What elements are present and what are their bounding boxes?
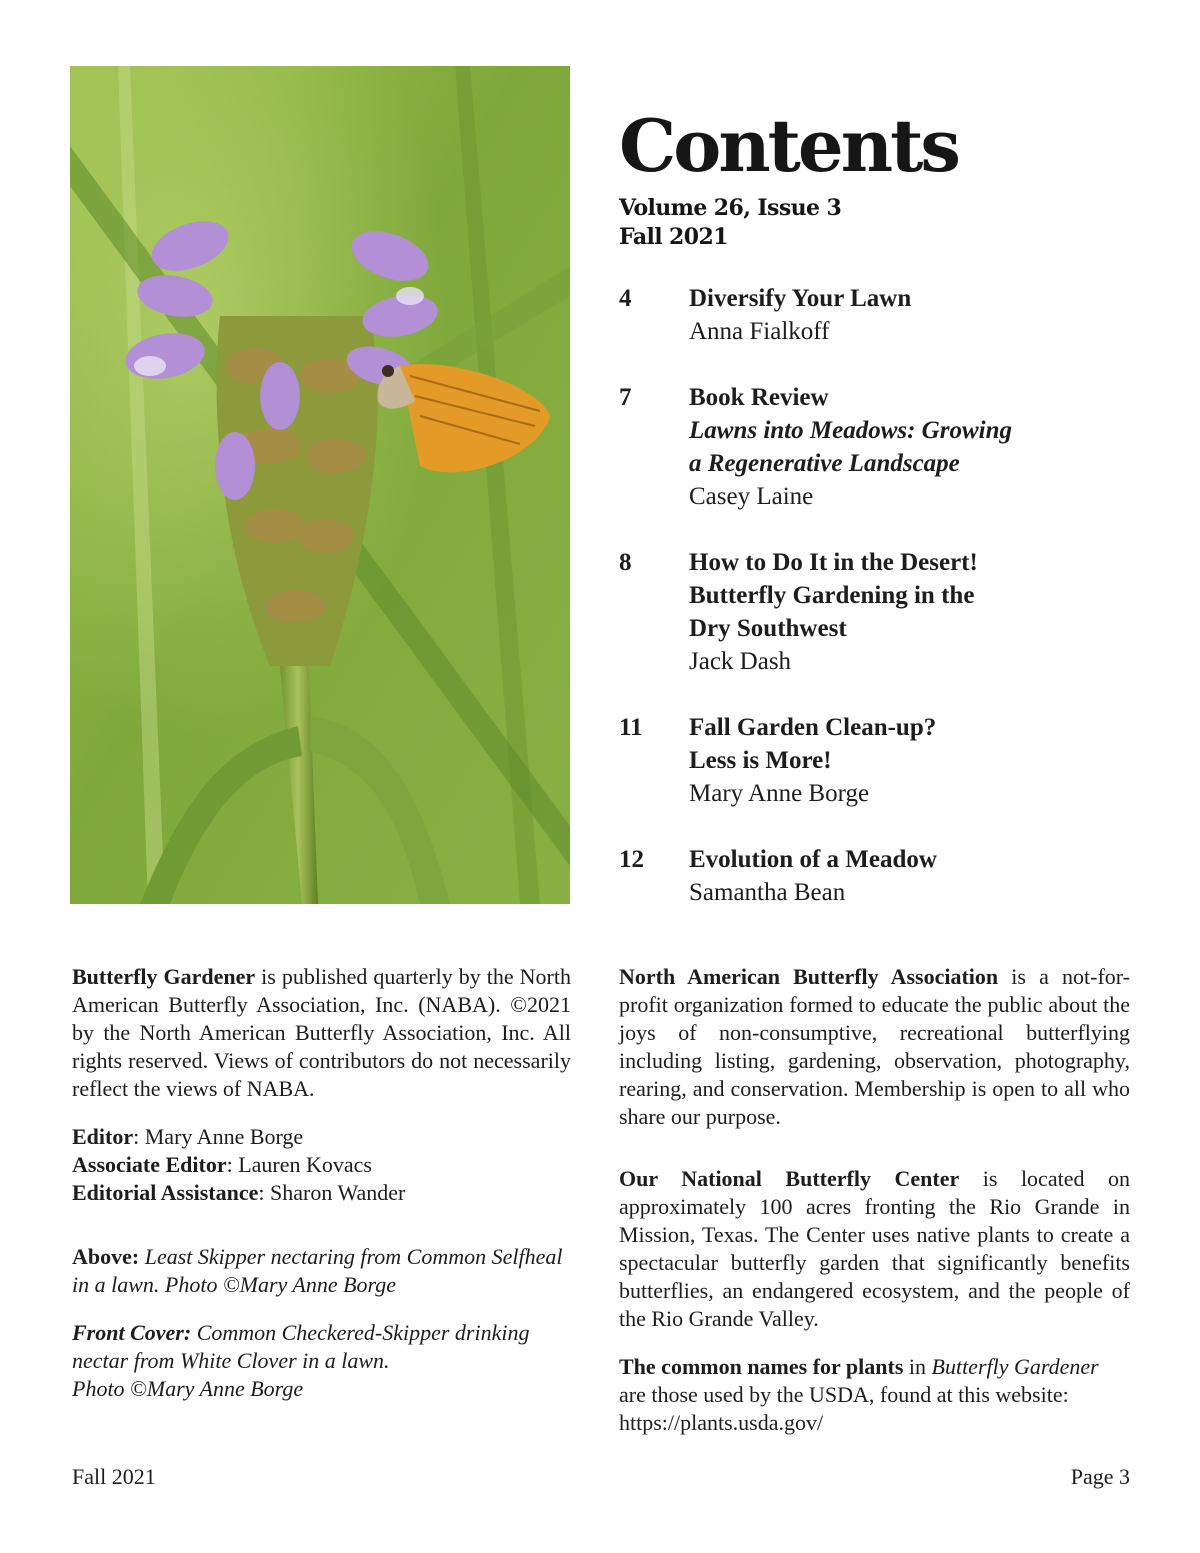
footer-page-number: Page 3 bbox=[1070, 1464, 1130, 1489]
cover-caption-label: Front Cover: bbox=[72, 1320, 192, 1345]
toc-entry[interactable] bbox=[619, 843, 1159, 909]
toc-page-number: 4 bbox=[619, 285, 632, 312]
credit-role: Editor bbox=[72, 1124, 134, 1149]
toc-author: Mary Anne Borge bbox=[689, 780, 870, 807]
toc-page-number: 12 bbox=[619, 846, 644, 873]
toc-author: Anna Fialkoff bbox=[689, 318, 830, 345]
contents-header bbox=[619, 98, 1139, 252]
publication-text: is published quarterly by the North American Butterfly Association, Inc. (NABA). ©2021 by the North American Butterfly Association, Inc. All rights reserved. Views of contributors do not necessarily reflect the views of NABA. bbox=[72, 964, 571, 1101]
plants-text: are those used by the USDA, found at this website: https://plants.usda.gov/ bbox=[619, 1382, 1069, 1435]
toc-book-title: Lawns into Meadows: Growing a Regenerative Landscape bbox=[689, 417, 1012, 477]
center-name: Our National Butterfly Center bbox=[619, 1166, 960, 1191]
toc-page-number: 8 bbox=[619, 549, 632, 576]
toc-article-title: Fall Garden Clean-up? Less is More! bbox=[689, 714, 937, 774]
above-caption-text: Least Skipper nectaring from Common Selfheal in a lawn. Photo ©Mary Anne Borge bbox=[72, 1244, 563, 1297]
issue-volume: Volume 26, Issue 3 bbox=[619, 195, 842, 221]
toc-entry[interactable] bbox=[619, 282, 1159, 348]
credit-role: Editorial Assistance bbox=[72, 1180, 259, 1205]
plants-bold: The common names for plants bbox=[619, 1354, 904, 1379]
toc-entry[interactable] bbox=[619, 546, 1159, 678]
credit-line bbox=[72, 1179, 571, 1207]
toc-author: Jack Dash bbox=[689, 648, 792, 675]
naba-text: is a not-for-profit organization formed to educate the public about the joys of non-consumptive, recreational butterflying including listing, gardening, observation, photography, rearing, and conservation. Membership is open to all who share our purpose. bbox=[619, 964, 1130, 1129]
plants-publication: Butterfly Gardener bbox=[931, 1354, 1099, 1379]
publication-name: Butterfly Gardener bbox=[72, 964, 256, 989]
credit-role: Associate Editor bbox=[72, 1152, 227, 1177]
issue-season: Fall 2021 bbox=[619, 224, 728, 250]
credit-name: : Lauren Kovacs bbox=[226, 1152, 372, 1177]
toc-article-title: Evolution of a Meadow bbox=[689, 846, 937, 873]
toc-page-number: 11 bbox=[619, 714, 643, 741]
toc-entry[interactable] bbox=[619, 711, 1159, 810]
cover-caption bbox=[72, 1319, 571, 1403]
above-caption-label: Above: bbox=[72, 1244, 140, 1269]
cover-photo-selfheal-skipper bbox=[70, 66, 570, 904]
about-column bbox=[619, 963, 1130, 1437]
credit-line bbox=[72, 1123, 571, 1151]
credit-line bbox=[72, 1151, 571, 1179]
masthead-column bbox=[72, 963, 571, 1403]
toc-article-title: Book Review bbox=[689, 384, 829, 411]
toc-page-number: 7 bbox=[619, 384, 632, 411]
naba-description bbox=[619, 963, 1130, 1131]
toc-article-title: How to Do It in the Desert! Butterfly Gardening in the Dry Southwest bbox=[689, 549, 978, 642]
photo-illustration bbox=[70, 66, 570, 904]
cover-caption-text: Common Checkered-Skipper drinking nectar from White Clover in a lawn. bbox=[72, 1320, 530, 1373]
naba-name: North American Butterfly Association bbox=[619, 964, 999, 989]
above-caption bbox=[72, 1243, 571, 1299]
toc-entry[interactable] bbox=[619, 381, 1159, 513]
center-text: is located on approximately 100 acres fronting the Rio Grande in Mission, Texas. The Center uses native plants to create a spectacular butterfly garden that significantly benefits butterflies, an endangered ecosystem, and the people of the Rio Grande Valley. bbox=[619, 1166, 1130, 1331]
editorial-credits bbox=[72, 1123, 571, 1207]
credit-name: : Sharon Wander bbox=[258, 1180, 406, 1205]
cover-photo-credit: Photo ©Mary Anne Borge bbox=[72, 1376, 304, 1401]
footer-issue: Fall 2021 bbox=[72, 1464, 156, 1489]
page-title: Contents bbox=[619, 103, 958, 188]
toc-article-title: Diversify Your Lawn bbox=[689, 285, 912, 312]
credit-name: : Mary Anne Borge bbox=[133, 1124, 304, 1149]
toc-author: Samantha Bean bbox=[689, 879, 846, 906]
publication-statement bbox=[72, 963, 571, 1103]
center-description bbox=[619, 1165, 1130, 1333]
plant-names-note bbox=[619, 1353, 1130, 1437]
toc-author: Casey Laine bbox=[689, 483, 814, 510]
plants-in: in bbox=[903, 1354, 932, 1379]
table-of-contents bbox=[619, 282, 1159, 942]
